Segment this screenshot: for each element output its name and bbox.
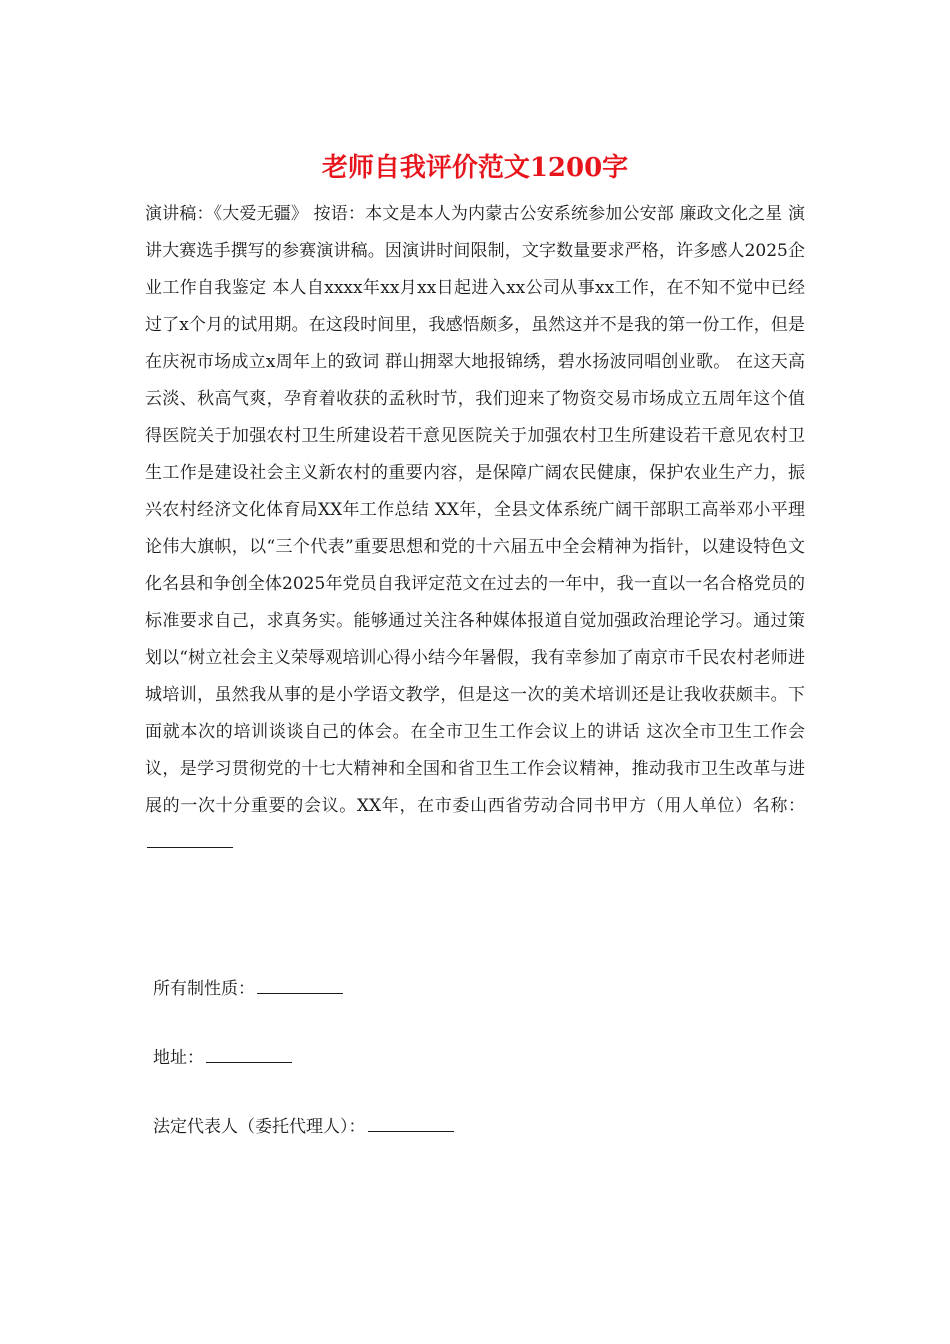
document-body [145,196,805,862]
address-blank [206,1046,292,1063]
legal-rep-blank [368,1115,454,1132]
ownership-label: 所有制性质： [153,979,255,999]
document-title: 老师自我评价范文1200字 [321,153,629,183]
ownership-blank [257,977,343,994]
legal-rep-label: 法定代表人（委托代理人）： [153,1117,366,1137]
ownership-field [153,974,343,1004]
legal-rep-field [153,1112,454,1142]
address-label: 地址： [153,1048,204,1068]
body-text: 演讲稿：《大爱无疆》 按语：本文是本人为内蒙古公安系统参加公安部 廉政文化之星 演讲大赛选手撰写的参赛演讲稿。因演讲时间限制，文字数量要求严格，许多感人2025企业工作自我鉴定 本人自xxxx年xx月xx日起进入xx公司从事xx工作，在不知不觉中已经过了x个月的试用期。在这段时间里，我感悟颇多，虽然这并不是我的第一份工作，但是在庆祝市场成立x周年上的致词 群山拥翠大地报锦绣，碧水扬波同唱创业歌。 在这天高云淡、秋高气爽，孕育着收获的孟秋时节，我们迎来了物资交易市场成立五周年这个值得医院关于加强农村卫生所建设若干意见医院关于加强农村卫生所建设若干意见农村卫生工作是建设社会主义新农村的重要内容，是保障广阔农民健康，保护农业生产力，振兴农村经济文化体育局XX年工作总结 XX年，全县文体系统广阔干部职工高举邓小平理论伟大旗帜，以“三个代表”重要思想和党的十六届五中全会精神为指针，以建设特色文化名县和争创全体2025年党员自我评定范文在过去的一年中，我一直以一名合格党员的标准要求自己，求真务实。能够通过关注各种媒体报道自觉加强政治理论学习。通过策划以“树立社会主义荣辱观培训心得小结今年暑假，我有幸参加了南京市千民农村老师进城培训，虽然我从事的是小学语文教学，但是这一次的美术培训还是让我收获颇丰。下面就本次的培训谈谈自己的体会。在全市卫生工作会议上的讲话 这次全市卫生工作会议，是学习贯彻党的十七大精神和全国和省卫生工作会议精神，推动我市卫生改革与进展的一次十分重要的会议。XX年，在市委山西省劳动合同书甲方（用人单位）名称： [145,204,805,816]
name-blank [147,831,233,848]
address-field [153,1043,292,1073]
